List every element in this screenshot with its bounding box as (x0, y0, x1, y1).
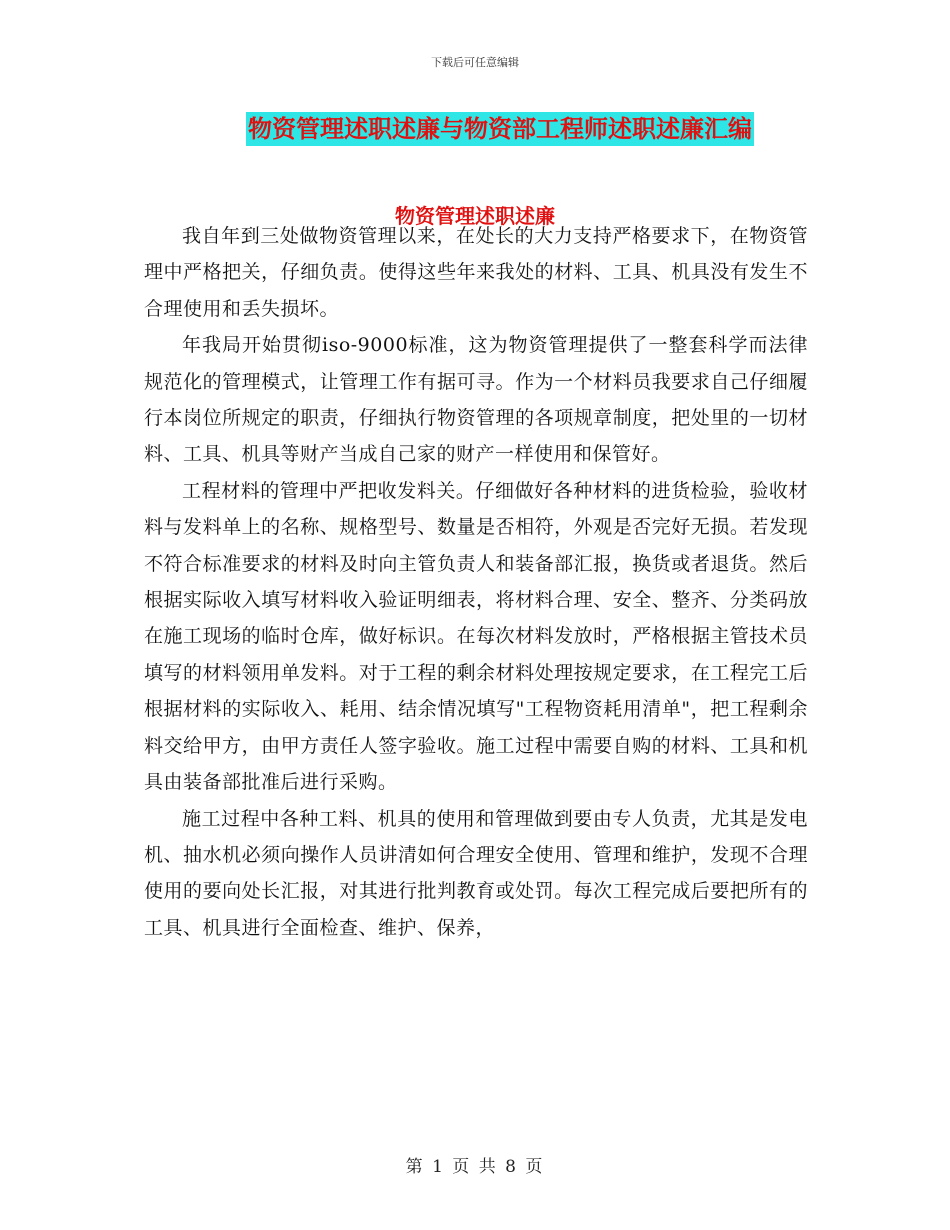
page-footer: 第 1 页 共 8 页 (405, 1157, 545, 1177)
paragraph: 我自年到三处做物资管理以来，在处长的大力支持严格要求下，在物资管理中严格把关，仔细负责。使得这些年来我处的材料、工具、机具没有发生不合理使用和丢失损坏。 (144, 225, 808, 320)
paragraph: 工程材料的管理中严把收发料关。仔细做好各种材料的进货检验，验收材料与发料单上的名称、规格型号、数量是否相符，外观是否完好无损。若发现不符合标准要求的材料及时向主管负责人和装备部汇报，换货或者退货。然后根据实际收入填写材料收入验证明细表，将材料合理、安全、整齐、分类码放在施工现场的临时仓库，做好标识。在每次材料发放时，严格根据主管技术员填写的材料领用单发料。对于工程的剩余材料处理按规定要求，在工程完工后根据材料的实际收入、耗用、结余情况填写"工程物资耗用清单"，把工程剩余料交给甲方，由甲方责任人签字验收。施工过程中需要自购的材料、工具和机具由装备部批准后进行采购。 (144, 479, 808, 794)
paragraph: 施工过程中各种工料、机具的使用和管理做到要由专人负责，尤其是发电机、抽水机必须向操作人员讲清如何合理安全使用、管理和维护，发现不合理使用的要向处长汇报，对其进行批判教育或处罚。每次工程完成后要把所有的工具、机具进行全面检查、维护、保养， (144, 807, 808, 939)
document-title-container (0, 112, 950, 146)
document-body (144, 218, 808, 946)
document-title: 物资管理述职述廉与物资部工程师述职述廉汇编 (246, 112, 754, 146)
section-title: 物资管理述职述廉 (395, 204, 555, 228)
page-header-note: 下载后可任意编辑 (431, 56, 519, 69)
paragraph: 年我局开始贯彻iso-9000标准，这为物资管理提供了一整套科学而法律规范化的管理模式，让管理工作有据可寻。作为一个材料员我要求自己仔细履行本岗位所规定的职责，仔细执行物资管理的各项规章制度，把处里的一切材料、工具、机具等财产当成自己家的财产一样使用和保管好。 (144, 334, 808, 466)
